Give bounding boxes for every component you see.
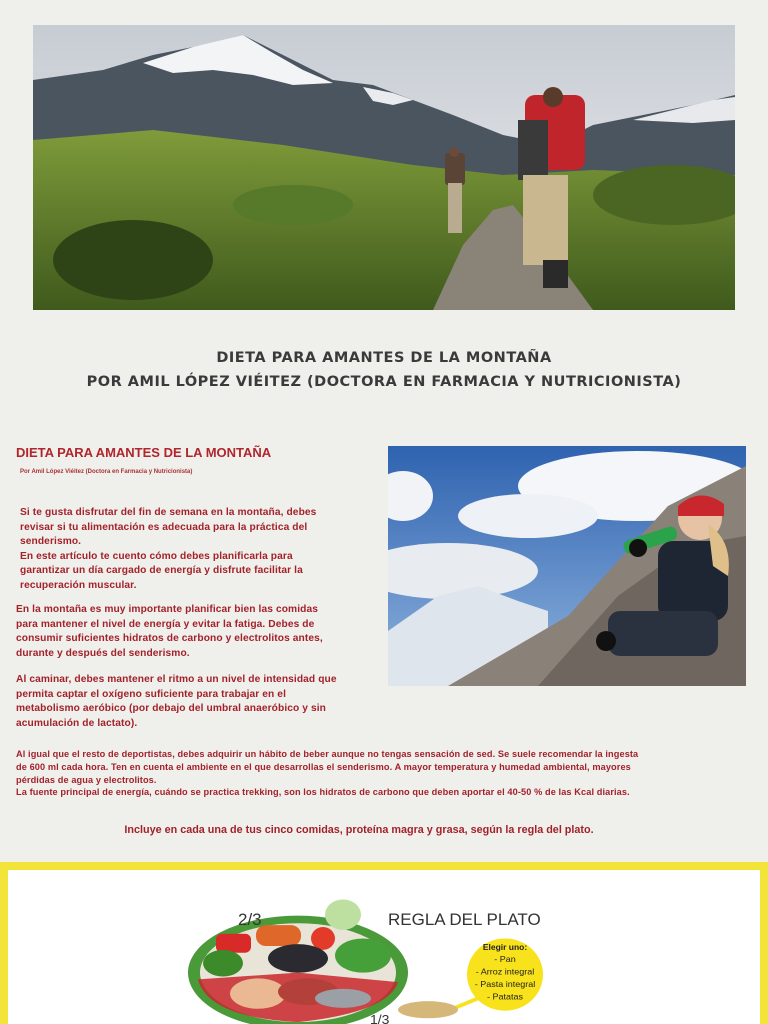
text-line: La fuente principal de energía, cuándo se practica trekking, son los hidratos de carbono que deben aportar el 40-50 % de las Kcal diarias. [16,787,630,798]
article-intro [20,506,316,594]
article-paragraph-3 [16,673,337,731]
article-paragraph-2 [16,603,323,661]
choose-item: - Arroz integral [475,966,535,977]
text-line: metabolismo aeróbico (por debajo del umbral anaeróbico y sin [16,703,326,715]
plate-rule-intro: Incluye en cada una de tus cinco comidas, proteína magra y grasa, según la regla del plato. [124,824,594,836]
fraction-one-third: 1/3 [370,1012,390,1024]
plate-rule-infographic [0,862,768,1024]
text-line: En este artículo te cuento cómo debes planificarla para [20,550,293,562]
text-line: Si te gusta disfrutar del fin de semana en la montaña, debes [20,507,317,518]
choose-item: - Patatas [487,991,523,1002]
article-title: DIETA PARA AMANTES DE LA MONTAÑA [16,445,272,460]
page-title [0,346,768,394]
text-line: de 600 ml cada hora. Ten en cuenta el ambiente en el que desarrollas el senderismo. A mayor temperatura y humedad ambiental, mayores [16,761,631,772]
choose-item: - Pan [494,954,516,965]
text-line: revisar si tu alimentación es adecuada para la práctica del [20,521,308,533]
text-line: garantizar un día cargado de energía y disfrute facilitar la [20,565,303,577]
text-line: durante y después del senderismo. [16,647,190,659]
page-title-line1: DIETA PARA AMANTES DE LA MONTAÑA [216,350,552,366]
fraction-two-thirds: 2/3 [238,910,262,930]
text-line: senderismo. [20,536,82,548]
article-byline: Por Amil López Viéitez (Doctora en Farmacia y Nutricionista) [20,469,193,475]
text-line: En la montaña es muy importante planificar bien las comidas [16,604,318,615]
text-line: para mantener el nivel de energía y evitar la fatiga. Debes de [16,618,315,630]
text-line: recuperación muscular. [20,579,137,591]
hero-hikers-image [33,25,735,310]
text-line: permita captar el oxígeno suficiente para trabajar en el [16,688,287,700]
choose-one-title: Elegir uno: [482,942,528,952]
text-line: consumir suficientes hidratos de carbono y electrolitos antes, [16,633,323,645]
climber-drinking-image [388,446,746,686]
article-paragraph-4 [16,748,638,799]
page-title-line2: POR AMIL LÓPEZ VIÉITEZ (DOCTORA EN FARMACIA Y NUTRICIONISTA) [86,374,682,390]
plate-rule-title: REGLA DEL PLATO [388,910,541,930]
text-line: Al igual que el resto de deportistas, debes adquirir un hábito de beber aunque no tengas sensación de sed. Se suele recomendar la ingesta [16,749,639,759]
text-line: Al caminar, debes mantener el ritmo a un nivel de intensidad que [16,674,337,685]
text-line: acumulación de lactato). [16,717,138,729]
choose-item: - Pasta integral [474,979,536,989]
text-line: pérdidas de agua y electrolitos. [16,774,157,785]
